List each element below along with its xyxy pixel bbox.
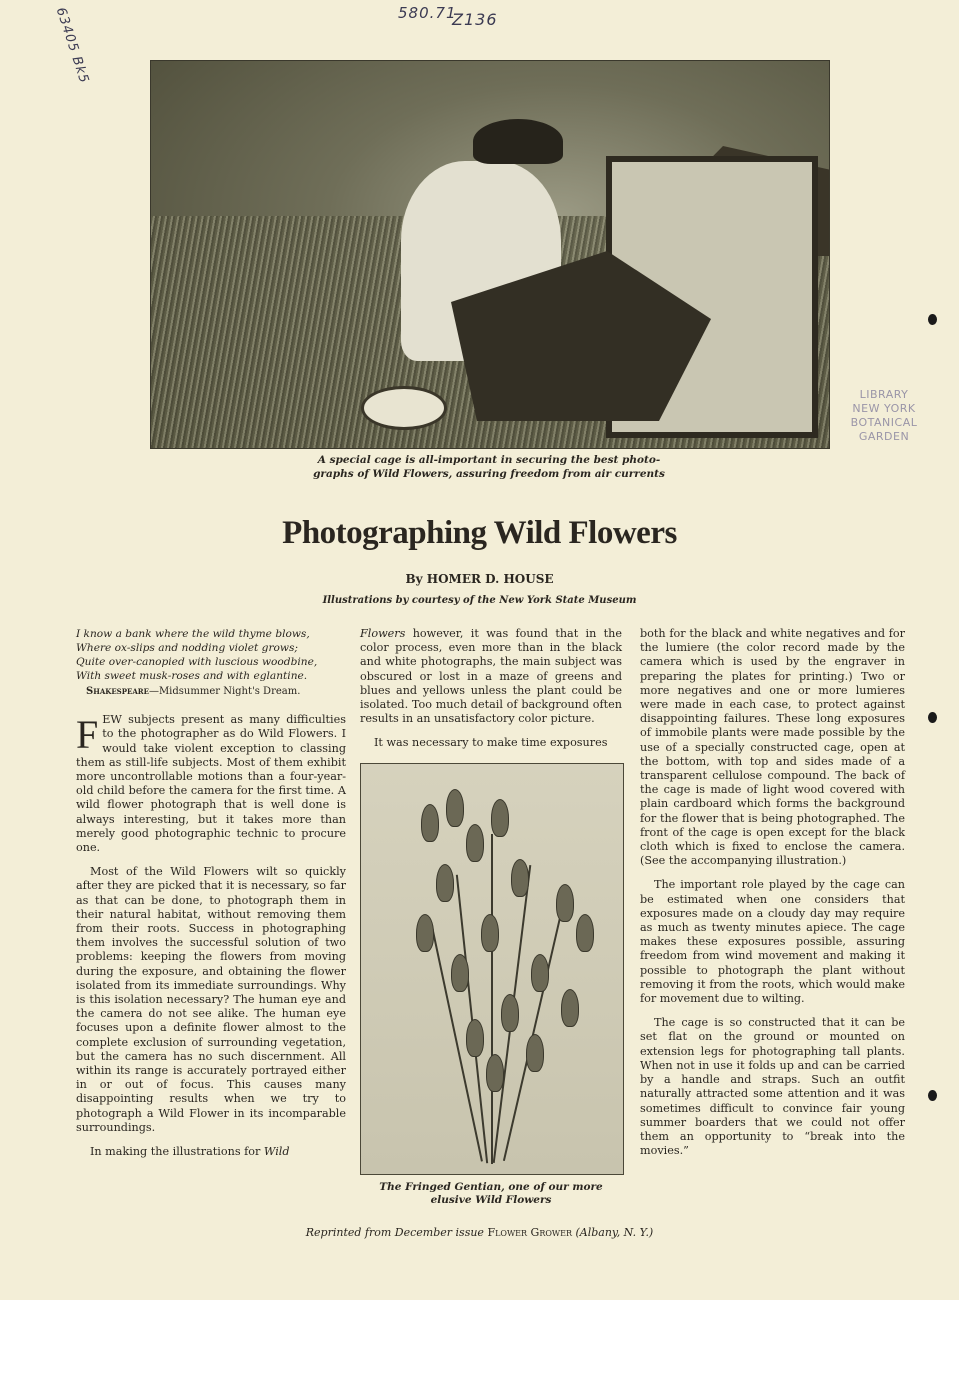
paragraph [76, 1145, 346, 1159]
flower-bud [486, 1054, 504, 1092]
illustration-credit: Illustrations by courtesy of the New York State Museum [322, 595, 637, 606]
stamp-line: BOTANICAL [850, 416, 918, 429]
stamp-line: GARDEN [858, 430, 910, 443]
flower-bud [446, 789, 464, 827]
caption-line: elusive Wild Flowers [430, 1193, 552, 1206]
poem-line: With sweet musk-roses and with eglantine. [76, 670, 308, 682]
epigraph-poem [76, 627, 346, 683]
fringed-gentian-photograph [360, 763, 624, 1175]
italic-text: Wild [263, 1145, 290, 1159]
flower-bud [466, 824, 484, 862]
column-2 [360, 627, 622, 1207]
footer-text: Reprinted from December issue [305, 1226, 488, 1239]
flower-bud [416, 914, 434, 952]
paragraph-text: In making the illustrations for [90, 1145, 264, 1159]
flower-bud [531, 954, 549, 992]
flower-bud [561, 989, 579, 1027]
byline: By HOMER D. HOUSE [405, 572, 554, 586]
paragraph [76, 713, 346, 855]
reprint-footer [0, 1226, 959, 1239]
flower-bud [451, 954, 469, 992]
flower-bud [576, 914, 594, 952]
paragraph: Most of the Wild Flowers wilt so quickly after they are picked that it is necessary, so far as that can be done, to photograph them in their natural habitat, without removing them from their roots. Success in photographing them involves the successful solution of two problems: keeping the flowers from moving during the exposure, and obtaining the flower isolated from its immediate surroundings. Why is this isolation necessary? The human eye and the camera do not see alike. The human eye focuses upon a definite flower almost to the complete exclusion of surrounding vegetation, but the camera has no such discernment. All within its range is accurately portrayed either in or out of focus. This causes many disappointing results when we try to photograph a Wild Flower in its incomparable surroundings. [76, 865, 346, 1134]
column-1 [76, 627, 346, 1169]
paragraph-text: EW subjects present as many difficulties to the photographer as do Wild Flowers. I would take violent exception to classing them as still-life subjects. Most of them exhibit more uncontrollable motions than a four-year-old child before the camera for the first time. A wild flower photograph that is well done is always interesting, but it takes more than merely good photographic technic to procure one. [76, 713, 346, 855]
paragraph-text: however, it was found that in the color process, even more than in the black and white photographs, the main subject was obscured or lost in a maze of greens and blues and yellows unless the plant could be isolated. Too much detail of background often results in an unsatisfactory color picture. [360, 627, 622, 726]
top-photo-caption [150, 453, 828, 481]
flower-bud [421, 804, 439, 842]
poem-author: Shakespeare [86, 686, 149, 697]
paragraph: The important role played by the cage can be estimated when one considers that exposures made on a cloudy day may require as much as twenty minutes apiece. The cage makes these exposures possible, assuring freedom from wind movement and making it possible to photograph the plant without removing it from the roots, which would make for movement due to wilting. [640, 878, 905, 1006]
paragraph: both for the black and white negatives and for the lumiere (the color record made by the camera which is used by the engraver in preparing the plates for printing.) Two or more negatives and one or more lumieres were made in each case, to protect against disappointing failures. These long exposures of immobile plants were made possible by the use of a specially constructed cage, open at the bottom, with top and sides made of a transparent cellulose compound. The back of the cage is made of light wood covered with plain cardboard which forms the background for the flower that is being photographed. The front of the cage is open except for the black cloth which is fixed to enclose the camera. (See the accompanying illustration.) [640, 627, 905, 868]
straw-hat-shape [361, 386, 447, 430]
poem-line: Where ox-slips and nodding violet grows; [76, 642, 298, 654]
punch-hole [928, 314, 937, 325]
poem-attribution [86, 685, 346, 699]
poem-line: I know a bank where the wild thyme blows, [76, 628, 310, 640]
fedora-hat-shape [473, 119, 563, 164]
flower-stem [491, 834, 493, 1164]
column-3 [640, 627, 905, 1168]
gentian-photo-caption [360, 1181, 622, 1207]
caption-line: A special cage is all-important in securing the best photo- [317, 454, 661, 466]
flower-bud [481, 914, 499, 952]
poem-source: —Midsummer Night's Dream. [148, 686, 301, 697]
caption-line: graphs of Wild Flowers, assuring freedom from air currents [313, 468, 665, 480]
flower-bud [501, 994, 519, 1032]
footer-text: (Albany, N. Y.) [572, 1226, 654, 1239]
poem-line: Quite over-canopied with luscious woodbine, [76, 656, 318, 668]
handwritten-corner-note: 63405 Bk5 [52, 5, 92, 86]
flower-bud [466, 1019, 484, 1057]
handwritten-code: Z136 [452, 10, 498, 29]
publication-name: Flower Grower [487, 1226, 572, 1239]
paragraph [360, 627, 622, 726]
cage-photograph [150, 60, 830, 449]
paragraph: The cage is so constructed that it can be set flat on the ground or mounted on extension legs for photographing tall plants. When not in use it folds up and can be carried by a handle and straps. Such an outfit naturally attracted some attention and it was sometimes difficult to convince fair young summer boarders that we could not offer them an opportunity to “break into the movies.” [640, 1016, 905, 1158]
flower-bud [526, 1034, 544, 1072]
punch-hole [928, 1090, 937, 1101]
stamp-line: LIBRARY [859, 388, 909, 401]
flower-bud [491, 799, 509, 837]
drop-cap: F [76, 712, 99, 758]
italic-text: Flowers [360, 627, 406, 640]
flower-bud [436, 864, 454, 902]
caption-line: The Fringed Gentian, one of our more [379, 1180, 603, 1193]
handwritten-call-number: 580.71 [398, 4, 457, 22]
flower-bud [511, 859, 529, 897]
stamp-line: NEW YORK [852, 402, 916, 415]
punch-hole [928, 712, 937, 723]
library-stamp [836, 388, 932, 444]
flower-bud [556, 884, 574, 922]
article-title: Photographing Wild Flowers [282, 515, 677, 551]
paragraph: It was necessary to make time exposures [374, 736, 608, 750]
